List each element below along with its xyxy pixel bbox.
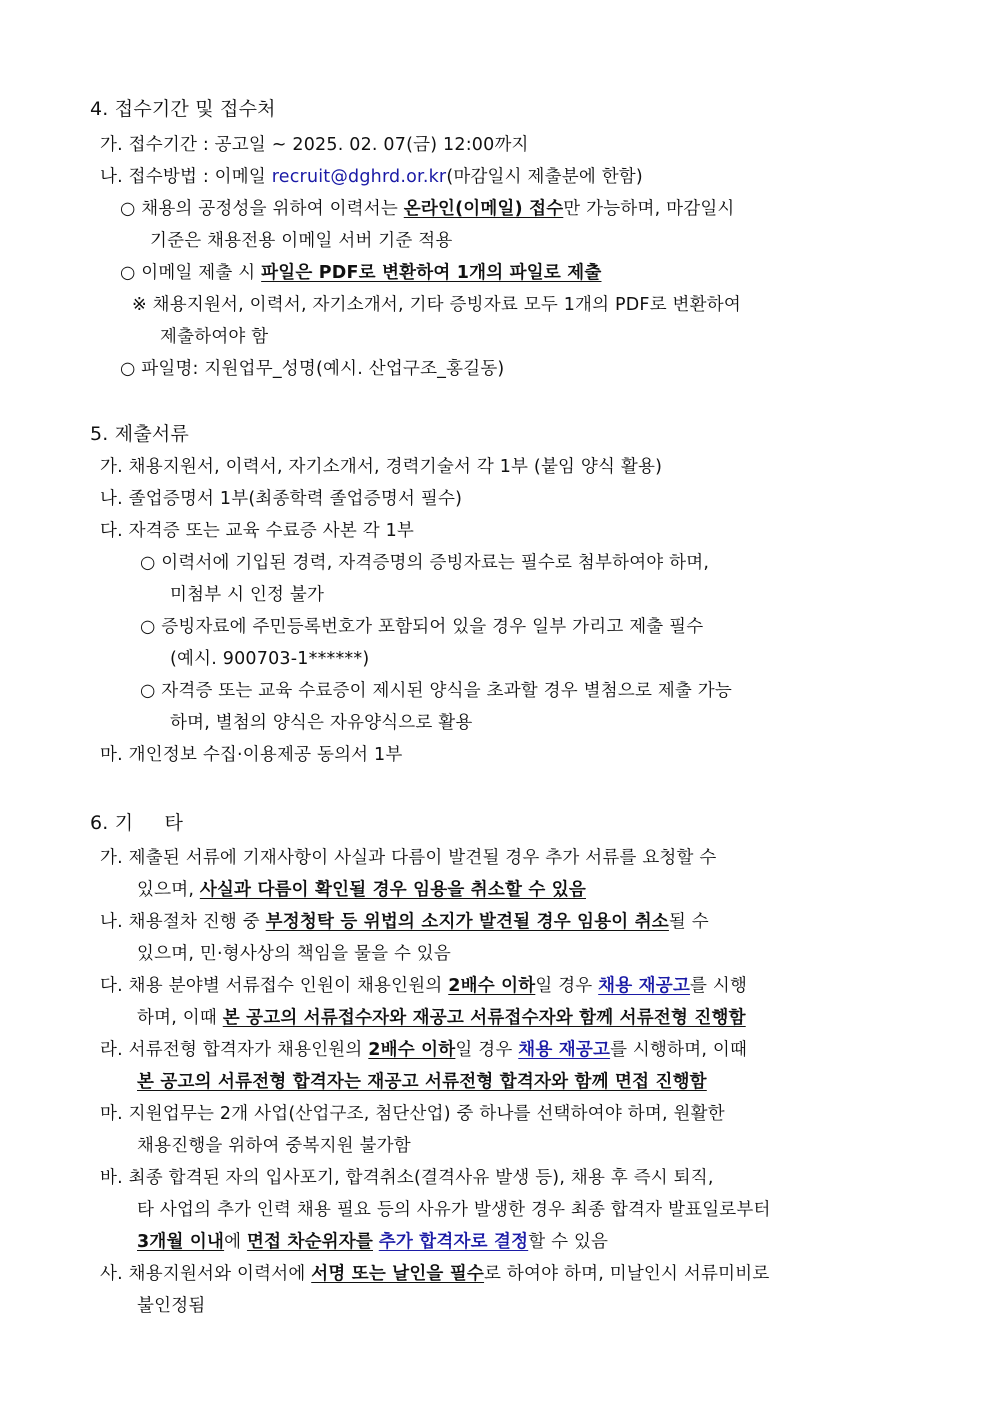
s6-na-emphasis: 부정청탁 등 위법의 소지가 발견될 경우 임용이 취소 [265,912,669,932]
s4-b2-emphasis: 파일은 PDF로 변환하여 1개의 파일로 제출 [261,263,602,283]
s6-item-ga: 가. 제출된 서류에 기재사항이 사실과 다름이 발견될 경우 추가 서류를 요청할 수 [100,848,717,868]
s6-ra-text: 라. 서류전형 합격자가 채용인원의 [100,1040,369,1060]
s4-bullet-2 [120,260,601,286]
s6-item-ra-cont [137,1069,707,1095]
s6-sa-post: 로 하여야 하며, 미날인시 서류미비로 [484,1264,770,1284]
s6-da-emphasis: 2배수 이하 [448,976,536,996]
s4-item-ga: 가. 접수기간 : 공고일 ~ 2025. 02. 07(금) 12:00까지 [100,135,529,155]
s6-item-ma: 마. 지원업무는 2개 사업(산업구조, 첨단산업) 중 하나를 선택하여야 하며, 원활한 [100,1104,725,1124]
s6-item-da [100,973,747,999]
s6-ra-post: 를 시행하며, 이때 [610,1040,748,1060]
s6-da-post: 를 시행 [690,976,748,996]
s6-item-da-cont [137,1005,746,1031]
s6-item-ba: 바. 최종 합격된 자의 입사포기, 합격취소(결격사유 발생 등), 채용 후 즉시 퇴직, [100,1168,714,1188]
s6-sa-emphasis: 서명 또는 날인을 필수 [311,1264,485,1284]
s4-b1-text: ○ 채용의 공정성을 위하여 이력서는 [120,199,404,219]
section-6-title: 6. 기 타 [90,812,184,834]
s4-note: ※ 채용지원서, 이력서, 자기소개서, 기타 증빙자료 모두 1개의 PDF로 변환하여 [132,295,741,315]
s6-item-na-cont: 있으며, 민·형사상의 책임을 물을 수 있음 [137,944,452,964]
s4-note-cont: 제출하여야 함 [160,327,269,347]
s5-item-da: 다. 자격증 또는 교육 수료증 사본 각 1부 [100,521,415,541]
s6-na-text: 나. 채용절차 진행 중 [100,912,266,932]
s5-bullet-2: ○ 증빙자료에 주민등록번호가 포함되어 있을 경우 일부 가리고 제출 필수 [140,617,704,637]
s4-b2-text: ○ 이메일 제출 시 [120,263,262,283]
s6-da-mid: 일 경우 [535,976,599,996]
s5-item-ga: 가. 채용지원서, 이력서, 자기소개서, 경력기술서 각 1부 (붙임 양식 활용) [100,457,663,477]
s6-ra-highlight: 채용 재공고 [518,1040,611,1060]
s4-b1-post: 만 가능하며, 마감일시 [563,199,735,219]
s6-na-post: 될 수 [668,912,709,932]
s5-bullet-3: ○ 자격증 또는 교육 수료증이 제시된 양식을 초과할 경우 별첨으로 제출 가능 [140,681,733,701]
s6-da-text: 다. 채용 분야별 서류접수 인원이 채용인원의 [100,976,449,996]
s6-ra-mid: 일 경우 [455,1040,519,1060]
s6-ra-emphasis: 2배수 이하 [368,1040,456,1060]
s4-b1-emphasis: 온라인(이메일) 접수 [403,199,564,219]
s6-ba-mid: 에 [224,1232,247,1252]
s6-item-ma-cont: 채용진행을 위하여 중복지원 불가함 [137,1136,411,1156]
s5-bullet-1-cont: 미첨부 시 인정 불가 [170,585,325,605]
s6-ga-emphasis: 사실과 다름이 확인될 경우 임용을 취소할 수 있음 [199,880,586,900]
s4-na-post: (마감일시 제출분에 한함) [446,167,643,187]
s4-item-na [100,164,643,190]
s6-item-ga-cont [137,877,586,903]
s4-na-text: 나. 접수방법 : 이메일 [100,167,272,187]
s6-ba-emphasis-2: 면접 차순위자를 [246,1232,373,1252]
s6-sa-text: 사. 채용지원서와 이력서에 [100,1264,312,1284]
s6-ba-post: 할 수 있음 [528,1232,609,1252]
s6-ga-text: 있으며, [137,880,200,900]
section-5-title: 5. 제출서류 [90,423,189,445]
s6-item-sa [100,1261,769,1287]
s6-da-highlight: 채용 재공고 [598,976,690,996]
s4-bullet-3: ○ 파일명: 지원업무_성명(예시. 산업구조_홍길동) [120,359,505,379]
s6-ba-emphasis-1: 3개월 이내 [137,1232,225,1252]
s4-bullet-1-cont: 기준은 채용전용 이메일 서버 기준 적용 [150,231,453,251]
s6-da2-text: 하며, 이때 [137,1008,223,1028]
s6-da2-emphasis: 본 공고의 서류접수자와 재공고 서류접수자와 함께 서류전형 진행함 [222,1008,746,1028]
s6-ba-highlight: 추가 합격자로 결정 [378,1232,529,1252]
s6-item-na [100,909,709,935]
s5-bullet-2-cont: (예시. 900703-1******) [170,649,370,669]
s6-item-ba-cont: 타 사업의 추가 인력 채용 필요 등의 사유가 발생한 경우 최종 합격자 발표일로부터 [137,1200,771,1220]
s6-item-sa-cont: 불인정됨 [137,1296,206,1316]
s4-bullet-1 [120,196,735,222]
s6-item-ba-cont-2 [137,1229,608,1255]
s5-bullet-3-cont: 하며, 별첨의 양식은 자유양식으로 활용 [170,713,473,733]
s5-bullet-1: ○ 이력서에 기입된 경력, 자격증명의 증빙자료는 필수로 첨부하여야 하며, [140,553,710,573]
s5-item-na: 나. 졸업증명서 1부(최종학력 졸업증명서 필수) [100,489,463,509]
s6-ra2-emphasis: 본 공고의 서류전형 합격자는 재공고 서류전형 합격자와 함께 면접 진행함 [137,1072,707,1092]
s5-item-ma: 마. 개인정보 수집·이용제공 동의서 1부 [100,745,403,765]
section-4-title: 4. 접수기간 및 접수처 [90,98,276,120]
email-address: recruit@dghrd.or.kr [271,167,447,187]
s6-item-ra [100,1037,747,1063]
